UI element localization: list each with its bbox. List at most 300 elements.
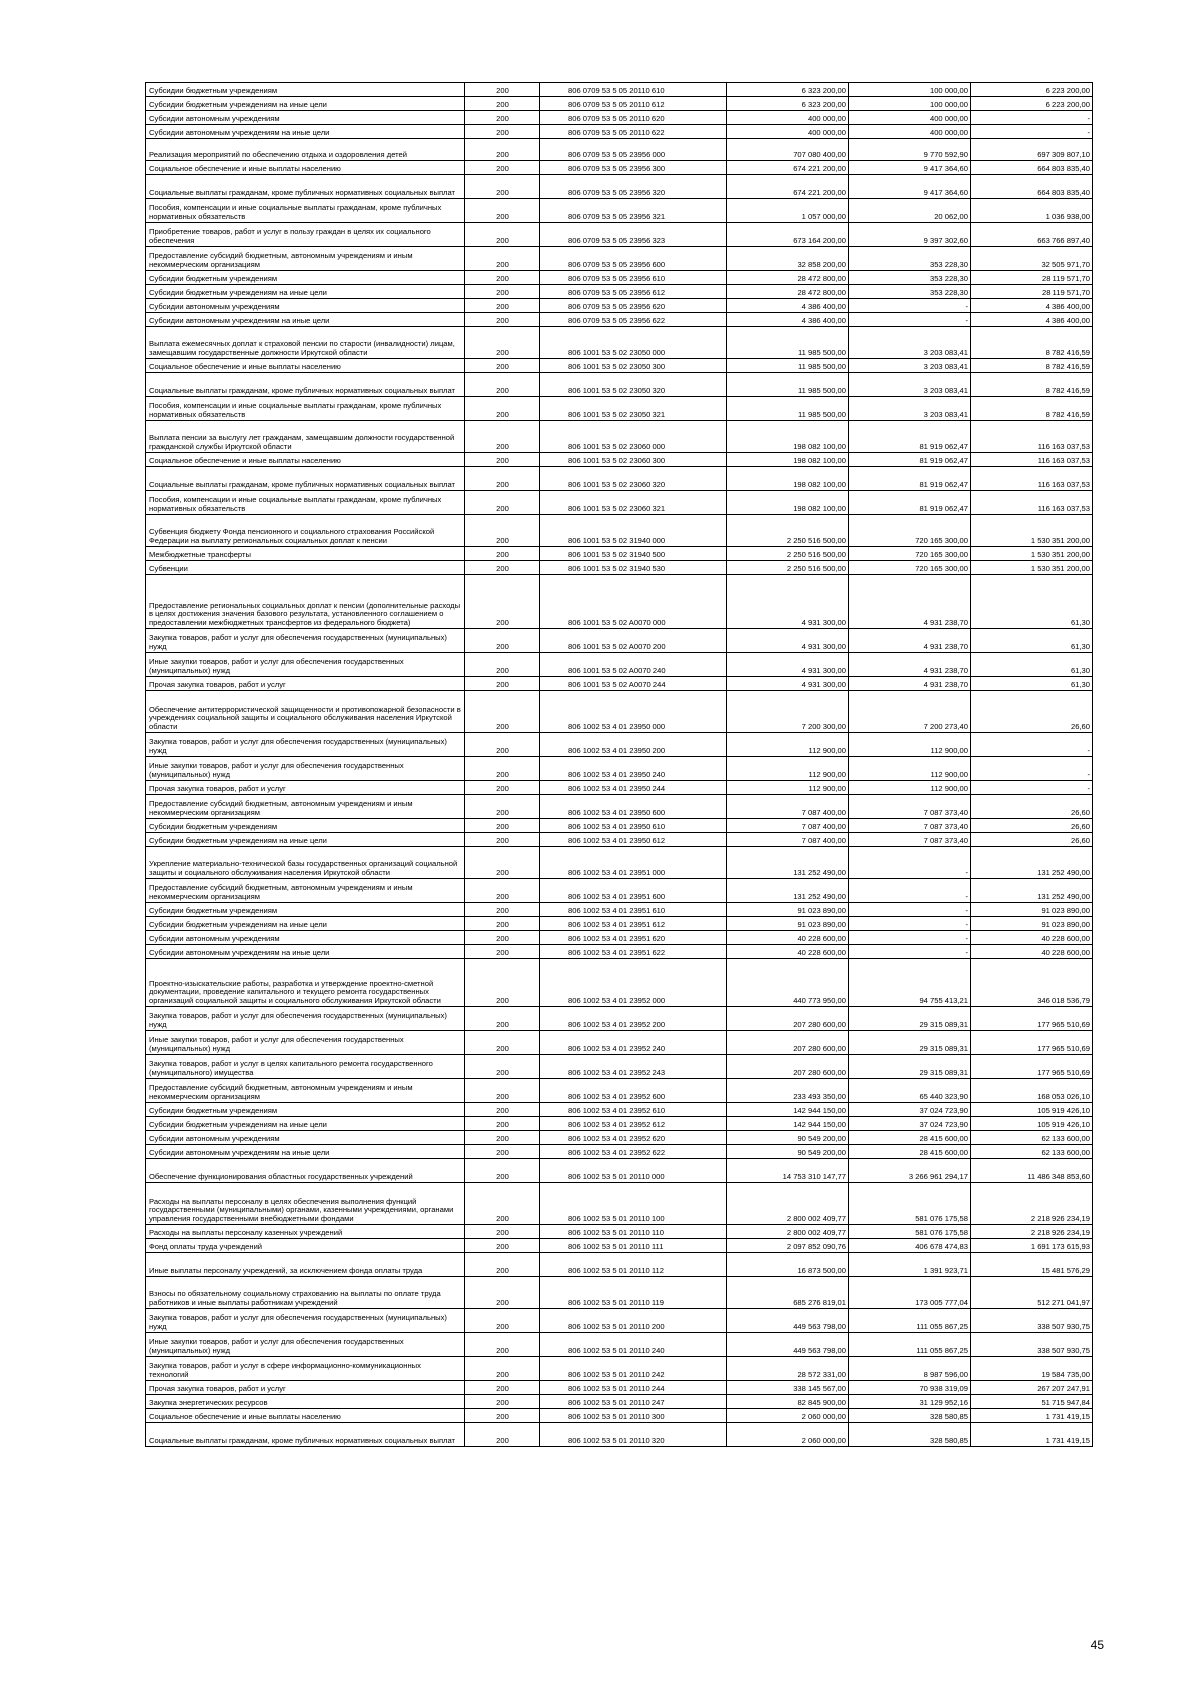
approved-amount-cell: 198 082 100,00 (727, 421, 849, 453)
expense-name-cell: Социальные выплаты гражданам, кроме публичных нормативных социальных выплат (146, 1423, 465, 1447)
budget-classification-code-cell: 806 1002 53 4 01 23952 200 (540, 1007, 727, 1031)
unexecuted-amount-cell: 4 386 400,00 (971, 299, 1093, 313)
expense-name-cell: Укрепление материально-технической базы государственных организаций социальной защиты и социального обслуживания населения Иркутской области (146, 847, 465, 879)
budget-classification-code-cell: 806 1001 53 5 02 23060 300 (540, 453, 727, 467)
approved-amount-cell: 14 753 310 147,77 (727, 1159, 849, 1183)
executed-amount-cell: 81 919 062,47 (849, 491, 971, 515)
unexecuted-amount-cell: 116 163 037,53 (971, 453, 1093, 467)
table-body (146, 83, 1093, 1447)
table-row (146, 1239, 1093, 1253)
approved-amount-cell: 90 549 200,00 (727, 1145, 849, 1159)
unexecuted-amount-cell: 28 119 571,70 (971, 271, 1093, 285)
executed-amount-cell: 28 415 600,00 (849, 1131, 971, 1145)
expense-name-cell: Субсидии бюджетным учреждениям (146, 83, 465, 97)
budget-classification-code-cell: 806 1002 53 4 01 23952 600 (540, 1079, 727, 1103)
line-code-cell: 200 (465, 397, 540, 421)
expense-name-cell: Выплата пенсии за выслугу лет гражданам, замещавшим должности государственной гражданской службы Иркутской области (146, 421, 465, 453)
executed-amount-cell: 81 919 062,47 (849, 453, 971, 467)
line-code-cell: 200 (465, 917, 540, 931)
approved-amount-cell: 440 773 950,00 (727, 959, 849, 1007)
expense-name-cell: Предоставление субсидий бюджетным, автономным учреждениям и иным некоммерческим организациям (146, 795, 465, 819)
expense-name-cell: Иные закупки товаров, работ и услуг для обеспечения государственных (муниципальных) нужд (146, 1031, 465, 1055)
table-row (146, 547, 1093, 561)
expense-name-cell: Расходы на выплаты персоналу в целях обеспечения выполнения функций государственными (муниципальными) органами, казенными учреждениями, органами управления государственными внебюджетными фондами (146, 1183, 465, 1225)
line-code-cell: 200 (465, 757, 540, 781)
line-code-cell: 200 (465, 781, 540, 795)
expense-name-cell: Субсидии автономным учреждениям (146, 111, 465, 125)
executed-amount-cell: - (849, 917, 971, 931)
budget-classification-code-cell: 806 0709 53 5 05 20110 610 (540, 83, 727, 97)
expense-name-cell: Субсидии автономным учреждениям на иные цели (146, 945, 465, 959)
approved-amount-cell: 2 250 516 500,00 (727, 547, 849, 561)
executed-amount-cell: 37 024 723,90 (849, 1117, 971, 1131)
budget-classification-code-cell: 806 1001 53 5 02 A0070 244 (540, 677, 727, 691)
budget-classification-code-cell: 806 1002 53 4 01 23952 000 (540, 959, 727, 1007)
budget-classification-code-cell: 806 1002 53 4 01 23950 612 (540, 833, 727, 847)
budget-classification-code-cell: 806 1002 53 4 01 23952 243 (540, 1055, 727, 1079)
approved-amount-cell: 207 280 600,00 (727, 1007, 849, 1031)
unexecuted-amount-cell: 131 252 490,00 (971, 847, 1093, 879)
budget-classification-code-cell: 806 1002 53 4 01 23950 600 (540, 795, 727, 819)
line-code-cell: 200 (465, 1183, 540, 1225)
approved-amount-cell: 4 931 300,00 (727, 653, 849, 677)
expense-name-cell: Социальное обеспечение и иные выплаты населению (146, 359, 465, 373)
line-code-cell: 200 (465, 83, 540, 97)
unexecuted-amount-cell: 105 919 426,10 (971, 1117, 1093, 1131)
approved-amount-cell: 32 858 200,00 (727, 247, 849, 271)
budget-classification-code-cell: 806 1001 53 5 02 23060 321 (540, 491, 727, 515)
executed-amount-cell: - (849, 945, 971, 959)
expense-name-cell: Субвенции (146, 561, 465, 575)
approved-amount-cell: 707 080 400,00 (727, 139, 849, 161)
table-row (146, 1031, 1093, 1055)
budget-classification-code-cell: 806 1002 53 4 01 23950 244 (540, 781, 727, 795)
expense-name-cell: Субсидии бюджетным учреждениям (146, 271, 465, 285)
executed-amount-cell: 112 900,00 (849, 757, 971, 781)
budget-classification-code-cell: 806 1001 53 5 02 31940 500 (540, 547, 727, 561)
expense-name-cell: Закупка товаров, работ и услуг для обеспечения государственных (муниципальных) нужд (146, 1007, 465, 1031)
budget-classification-code-cell: 806 0709 53 5 05 23956 323 (540, 223, 727, 247)
line-code-cell: 200 (465, 327, 540, 359)
approved-amount-cell: 28 472 800,00 (727, 285, 849, 299)
table-row (146, 1055, 1093, 1079)
budget-classification-code-cell: 806 0709 53 5 05 23956 321 (540, 199, 727, 223)
approved-amount-cell: 400 000,00 (727, 111, 849, 125)
expense-name-cell: Предоставление субсидий бюджетным, автономным учреждениям и иным некоммерческим организациям (146, 879, 465, 903)
unexecuted-amount-cell: 91 023 890,00 (971, 903, 1093, 917)
approved-amount-cell: 4 931 300,00 (727, 677, 849, 691)
line-code-cell: 200 (465, 795, 540, 819)
budget-classification-code-cell: 806 1001 53 5 02 A0070 200 (540, 629, 727, 653)
expense-name-cell: Иные закупки товаров, работ и услуг для обеспечения государственных (муниципальных) нужд (146, 653, 465, 677)
unexecuted-amount-cell: 1 530 351 200,00 (971, 561, 1093, 575)
budget-classification-code-cell: 806 1001 53 5 02 23060 000 (540, 421, 727, 453)
table-row (146, 1131, 1093, 1145)
approved-amount-cell: 198 082 100,00 (727, 467, 849, 491)
budget-classification-code-cell: 806 1002 53 5 01 20110 320 (540, 1423, 727, 1447)
unexecuted-amount-cell: 32 505 971,70 (971, 247, 1093, 271)
budget-classification-code-cell: 806 1001 53 5 02 A0070 240 (540, 653, 727, 677)
executed-amount-cell: - (849, 299, 971, 313)
table-row (146, 223, 1093, 247)
expense-name-cell: Выплата ежемесячных доплат к страховой пенсии по старости (инвалидности) лицам, замещавшим государственные должности Иркутской области (146, 327, 465, 359)
approved-amount-cell: 112 900,00 (727, 733, 849, 757)
line-code-cell: 200 (465, 833, 540, 847)
table-row (146, 629, 1093, 653)
executed-amount-cell: 65 440 323,90 (849, 1079, 971, 1103)
expense-name-cell: Субсидии автономным учреждениям на иные цели (146, 125, 465, 139)
approved-amount-cell: 685 276 819,01 (727, 1277, 849, 1309)
budget-classification-code-cell: 806 1002 53 4 01 23950 200 (540, 733, 727, 757)
expense-name-cell: Закупка товаров, работ и услуг для обеспечения государственных (муниципальных) нужд (146, 629, 465, 653)
unexecuted-amount-cell: 116 163 037,53 (971, 467, 1093, 491)
unexecuted-amount-cell: 168 053 026,10 (971, 1079, 1093, 1103)
table-row (146, 373, 1093, 397)
approved-amount-cell: 7 087 400,00 (727, 795, 849, 819)
table-row (146, 945, 1093, 959)
expense-name-cell: Прочая закупка товаров, работ и услуг (146, 1381, 465, 1395)
approved-amount-cell: 2 060 000,00 (727, 1423, 849, 1447)
expense-name-cell: Субсидии автономным учреждениям на иные цели (146, 1145, 465, 1159)
executed-amount-cell: 4 931 238,70 (849, 575, 971, 629)
budget-classification-code-cell: 806 1002 53 4 01 23950 610 (540, 819, 727, 833)
unexecuted-amount-cell: 131 252 490,00 (971, 879, 1093, 903)
expense-name-cell: Субсидии бюджетным учреждениям на иные цели (146, 917, 465, 931)
unexecuted-amount-cell: 346 018 536,79 (971, 959, 1093, 1007)
expense-name-cell: Фонд оплаты труда учреждений (146, 1239, 465, 1253)
table-row (146, 959, 1093, 1007)
unexecuted-amount-cell: 1 036 938,00 (971, 199, 1093, 223)
table-row (146, 653, 1093, 677)
line-code-cell: 200 (465, 575, 540, 629)
unexecuted-amount-cell: 8 782 416,59 (971, 327, 1093, 359)
budget-classification-code-cell: 806 1002 53 4 01 23951 610 (540, 903, 727, 917)
budget-classification-code-cell: 806 1002 53 4 01 23952 622 (540, 1145, 727, 1159)
unexecuted-amount-cell: 105 919 426,10 (971, 1103, 1093, 1117)
expense-name-cell: Социальное обеспечение и иные выплаты населению (146, 1409, 465, 1423)
line-code-cell: 200 (465, 945, 540, 959)
budget-classification-code-cell: 806 1001 53 5 02 31940 530 (540, 561, 727, 575)
executed-amount-cell: 7 087 373,40 (849, 795, 971, 819)
expense-name-cell: Пособия, компенсации и иные социальные выплаты гражданам, кроме публичных нормативных обязательств (146, 199, 465, 223)
executed-amount-cell: 3 203 083,41 (849, 359, 971, 373)
executed-amount-cell: 328 580,85 (849, 1409, 971, 1423)
unexecuted-amount-cell: 8 782 416,59 (971, 397, 1093, 421)
approved-amount-cell: 673 164 200,00 (727, 223, 849, 247)
executed-amount-cell: 400 000,00 (849, 111, 971, 125)
executed-amount-cell: 112 900,00 (849, 733, 971, 757)
expense-name-cell: Предоставление субсидий бюджетным, автономным учреждениям и иным некоммерческим организациям (146, 247, 465, 271)
expense-name-cell: Социальные выплаты гражданам, кроме публичных нормативных социальных выплат (146, 175, 465, 199)
line-code-cell: 200 (465, 1031, 540, 1055)
executed-amount-cell: 111 055 867,25 (849, 1309, 971, 1333)
executed-amount-cell: 29 315 089,31 (849, 1055, 971, 1079)
line-code-cell: 200 (465, 959, 540, 1007)
budget-classification-code-cell: 806 1002 53 4 01 23952 612 (540, 1117, 727, 1131)
line-code-cell: 200 (465, 1159, 540, 1183)
unexecuted-amount-cell: - (971, 757, 1093, 781)
executed-amount-cell: 81 919 062,47 (849, 467, 971, 491)
line-code-cell: 200 (465, 691, 540, 733)
line-code-cell: 200 (465, 547, 540, 561)
executed-amount-cell: 353 228,30 (849, 285, 971, 299)
executed-amount-cell: 29 315 089,31 (849, 1007, 971, 1031)
table-row (146, 359, 1093, 373)
table-row (146, 199, 1093, 223)
table-row (146, 327, 1093, 359)
approved-amount-cell: 90 549 200,00 (727, 1131, 849, 1145)
approved-amount-cell: 338 145 567,00 (727, 1381, 849, 1395)
line-code-cell: 200 (465, 1423, 540, 1447)
approved-amount-cell: 11 985 500,00 (727, 397, 849, 421)
table-row (146, 819, 1093, 833)
budget-classification-code-cell: 806 1002 53 4 01 23951 622 (540, 945, 727, 959)
budget-classification-code-cell: 806 1002 53 4 01 23951 000 (540, 847, 727, 879)
budget-classification-code-cell: 806 1002 53 5 01 20110 119 (540, 1277, 727, 1309)
executed-amount-cell: 1 391 923,71 (849, 1253, 971, 1277)
executed-amount-cell: 4 931 238,70 (849, 653, 971, 677)
table-row (146, 175, 1093, 199)
expense-name-cell: Пособия, компенсации и иные социальные выплаты гражданам, кроме публичных нормативных обязательств (146, 397, 465, 421)
expense-name-cell: Пособия, компенсации и иные социальные выплаты гражданам, кроме публичных нормативных обязательств (146, 491, 465, 515)
table-row (146, 1103, 1093, 1117)
table-row (146, 733, 1093, 757)
approved-amount-cell: 16 873 500,00 (727, 1253, 849, 1277)
table-row (146, 1183, 1093, 1225)
executed-amount-cell: 4 931 238,70 (849, 677, 971, 691)
budget-classification-code-cell: 806 1002 53 5 01 20110 000 (540, 1159, 727, 1183)
expense-name-cell: Предоставление субсидий бюджетным, автономным учреждениям и иным некоммерческим организациям (146, 1079, 465, 1103)
budget-classification-code-cell: 806 0709 53 5 05 23956 600 (540, 247, 727, 271)
unexecuted-amount-cell: 1 691 173 615,93 (971, 1239, 1093, 1253)
budget-classification-code-cell: 806 1002 53 5 01 20110 200 (540, 1309, 727, 1333)
budget-classification-code-cell: 806 1002 53 5 01 20110 100 (540, 1183, 727, 1225)
executed-amount-cell: 3 203 083,41 (849, 327, 971, 359)
unexecuted-amount-cell: 177 965 510,69 (971, 1055, 1093, 1079)
table-row (146, 161, 1093, 175)
expense-name-cell: Прочая закупка товаров, работ и услуг (146, 677, 465, 691)
table-row (146, 1117, 1093, 1131)
executed-amount-cell: 3 203 083,41 (849, 397, 971, 421)
executed-amount-cell: 7 087 373,40 (849, 819, 971, 833)
budget-classification-code-cell: 806 0709 53 5 05 23956 000 (540, 139, 727, 161)
budget-classification-code-cell: 806 1002 53 4 01 23950 000 (540, 691, 727, 733)
table-row (146, 97, 1093, 111)
budget-classification-code-cell: 806 1001 53 5 02 23050 000 (540, 327, 727, 359)
unexecuted-amount-cell: 51 715 947,84 (971, 1395, 1093, 1409)
approved-amount-cell: 91 023 890,00 (727, 903, 849, 917)
approved-amount-cell: 11 985 500,00 (727, 373, 849, 397)
line-code-cell: 200 (465, 139, 540, 161)
unexecuted-amount-cell: - (971, 781, 1093, 795)
unexecuted-amount-cell: 697 309 807,10 (971, 139, 1093, 161)
executed-amount-cell: 720 165 300,00 (849, 561, 971, 575)
table-row (146, 1333, 1093, 1357)
unexecuted-amount-cell: 116 163 037,53 (971, 421, 1093, 453)
unexecuted-amount-cell: 267 207 247,91 (971, 1381, 1093, 1395)
expense-name-cell: Взносы по обязательному социальному страхованию на выплаты по оплате труда работников и иные выплаты работникам учреждений (146, 1277, 465, 1309)
executed-amount-cell: 20 062,00 (849, 199, 971, 223)
approved-amount-cell: 40 228 600,00 (727, 931, 849, 945)
budget-classification-code-cell: 806 0709 53 5 05 23956 320 (540, 175, 727, 199)
expense-name-cell: Субсидии бюджетным учреждениям на иные цели (146, 97, 465, 111)
table-row (146, 1277, 1093, 1309)
budget-classification-code-cell: 806 1002 53 4 01 23952 240 (540, 1031, 727, 1055)
unexecuted-amount-cell: 177 965 510,69 (971, 1031, 1093, 1055)
line-code-cell: 200 (465, 161, 540, 175)
expense-name-cell: Социальные выплаты гражданам, кроме публичных нормативных социальных выплат (146, 373, 465, 397)
table-row (146, 83, 1093, 97)
line-code-cell: 200 (465, 1253, 540, 1277)
table-row (146, 125, 1093, 139)
budget-classification-code-cell: 806 1001 53 5 02 23060 320 (540, 467, 727, 491)
table-row (146, 561, 1093, 575)
approved-amount-cell: 207 280 600,00 (727, 1031, 849, 1055)
line-code-cell: 200 (465, 629, 540, 653)
executed-amount-cell: 3 266 961 294,17 (849, 1159, 971, 1183)
executed-amount-cell: 9 417 364,60 (849, 161, 971, 175)
table-row (146, 515, 1093, 547)
unexecuted-amount-cell: 61,30 (971, 653, 1093, 677)
approved-amount-cell: 11 985 500,00 (727, 359, 849, 373)
unexecuted-amount-cell: 61,30 (971, 575, 1093, 629)
budget-classification-code-cell: 806 1001 53 5 02 23050 321 (540, 397, 727, 421)
approved-amount-cell: 28 472 800,00 (727, 271, 849, 285)
unexecuted-amount-cell: 1 530 351 200,00 (971, 547, 1093, 561)
approved-amount-cell: 91 023 890,00 (727, 917, 849, 931)
unexecuted-amount-cell: - (971, 125, 1093, 139)
approved-amount-cell: 2 097 852 090,76 (727, 1239, 849, 1253)
executed-amount-cell: - (849, 903, 971, 917)
expense-name-cell: Субсидии бюджетным учреждениям (146, 1103, 465, 1117)
budget-classification-code-cell: 806 1001 53 5 02 31940 000 (540, 515, 727, 547)
executed-amount-cell: 94 755 413,21 (849, 959, 971, 1007)
budget-classification-code-cell: 806 1002 53 5 01 20110 244 (540, 1381, 727, 1395)
table-row (146, 1007, 1093, 1031)
table-row (146, 1357, 1093, 1381)
expense-name-cell: Реализация мероприятий по обеспечению отдыха и оздоровления детей (146, 139, 465, 161)
approved-amount-cell: 198 082 100,00 (727, 491, 849, 515)
unexecuted-amount-cell: 1 530 351 200,00 (971, 515, 1093, 547)
budget-classification-code-cell: 806 1001 53 5 02 23050 300 (540, 359, 727, 373)
executed-amount-cell: 7 200 273,40 (849, 691, 971, 733)
expense-name-cell: Субсидии бюджетным учреждениям (146, 819, 465, 833)
line-code-cell: 200 (465, 903, 540, 917)
executed-amount-cell: 31 129 952,16 (849, 1395, 971, 1409)
table-row (146, 299, 1093, 313)
executed-amount-cell: 112 900,00 (849, 781, 971, 795)
table-row (146, 781, 1093, 795)
line-code-cell: 200 (465, 453, 540, 467)
executed-amount-cell: 28 415 600,00 (849, 1145, 971, 1159)
line-code-cell: 200 (465, 175, 540, 199)
expense-name-cell: Межбюджетные трансферты (146, 547, 465, 561)
line-code-cell: 200 (465, 467, 540, 491)
expense-name-cell: Иные закупки товаров, работ и услуг для обеспечения государственных (муниципальных) нужд (146, 1333, 465, 1357)
table-row (146, 111, 1093, 125)
approved-amount-cell: 4 931 300,00 (727, 629, 849, 653)
line-code-cell: 200 (465, 313, 540, 327)
approved-amount-cell: 4 386 400,00 (727, 299, 849, 313)
line-code-cell: 200 (465, 1055, 540, 1079)
line-code-cell: 200 (465, 1117, 540, 1131)
table-row (146, 247, 1093, 271)
unexecuted-amount-cell: 2 218 926 234,19 (971, 1225, 1093, 1239)
unexecuted-amount-cell: 177 965 510,69 (971, 1007, 1093, 1031)
approved-amount-cell: 674 221 200,00 (727, 161, 849, 175)
executed-amount-cell: 328 580,85 (849, 1423, 971, 1447)
budget-classification-code-cell: 806 1002 53 5 01 20110 300 (540, 1409, 727, 1423)
table-row (146, 903, 1093, 917)
line-code-cell: 200 (465, 879, 540, 903)
executed-amount-cell: 406 678 474,83 (849, 1239, 971, 1253)
budget-classification-code-cell: 806 1001 53 5 02 A0070 000 (540, 575, 727, 629)
unexecuted-amount-cell: 8 782 416,59 (971, 359, 1093, 373)
line-code-cell: 200 (465, 931, 540, 945)
unexecuted-amount-cell: 338 507 930,75 (971, 1309, 1093, 1333)
budget-classification-code-cell: 806 1002 53 4 01 23951 612 (540, 917, 727, 931)
approved-amount-cell: 28 572 331,00 (727, 1357, 849, 1381)
line-code-cell: 200 (465, 847, 540, 879)
approved-amount-cell: 2 800 002 409,77 (727, 1225, 849, 1239)
line-code-cell: 200 (465, 515, 540, 547)
table-row (146, 879, 1093, 903)
table-row (146, 421, 1093, 453)
approved-amount-cell: 131 252 490,00 (727, 879, 849, 903)
expense-name-cell: Иные закупки товаров, работ и услуг для обеспечения государственных (муниципальных) нужд (146, 757, 465, 781)
approved-amount-cell: 400 000,00 (727, 125, 849, 139)
unexecuted-amount-cell: 663 766 897,40 (971, 223, 1093, 247)
unexecuted-amount-cell: 512 271 041,97 (971, 1277, 1093, 1309)
expense-name-cell: Субвенция бюджету Фонда пенсионного и социального страхования Российской Федерации на выплату региональных социальных доплат к пенсии (146, 515, 465, 547)
executed-amount-cell: - (849, 931, 971, 945)
table-row (146, 285, 1093, 299)
budget-classification-code-cell: 806 0709 53 5 05 23956 300 (540, 161, 727, 175)
approved-amount-cell: 2 250 516 500,00 (727, 561, 849, 575)
line-code-cell: 200 (465, 111, 540, 125)
approved-amount-cell: 449 563 798,00 (727, 1309, 849, 1333)
approved-amount-cell: 142 944 150,00 (727, 1103, 849, 1117)
approved-amount-cell: 233 493 350,00 (727, 1079, 849, 1103)
budget-classification-code-cell: 806 1002 53 4 01 23952 620 (540, 1131, 727, 1145)
executed-amount-cell: - (849, 879, 971, 903)
approved-amount-cell: 82 845 900,00 (727, 1395, 849, 1409)
budget-classification-code-cell: 806 0709 53 5 05 23956 620 (540, 299, 727, 313)
approved-amount-cell: 11 985 500,00 (727, 327, 849, 359)
budget-classification-code-cell: 806 0709 53 5 05 23956 622 (540, 313, 727, 327)
table-row (146, 931, 1093, 945)
approved-amount-cell: 2 060 000,00 (727, 1409, 849, 1423)
table-row (146, 833, 1093, 847)
budget-classification-code-cell: 806 0709 53 5 05 20110 620 (540, 111, 727, 125)
line-code-cell: 200 (465, 125, 540, 139)
expense-name-cell: Иные выплаты персоналу учреждений, за исключением фонда оплаты труда (146, 1253, 465, 1277)
expense-name-cell: Закупка товаров, работ и услуг в сфере информационно-коммуникационных технологий (146, 1357, 465, 1381)
executed-amount-cell: 720 165 300,00 (849, 515, 971, 547)
table-row (146, 1395, 1093, 1409)
unexecuted-amount-cell: 61,30 (971, 629, 1093, 653)
table-row (146, 691, 1093, 733)
table-row (146, 491, 1093, 515)
budget-classification-code-cell: 806 1002 53 5 01 20110 110 (540, 1225, 727, 1239)
line-code-cell: 200 (465, 199, 540, 223)
expense-name-cell: Субсидии бюджетным учреждениям на иные цели (146, 833, 465, 847)
unexecuted-amount-cell: 664 803 835,40 (971, 175, 1093, 199)
approved-amount-cell: 449 563 798,00 (727, 1333, 849, 1357)
line-code-cell: 200 (465, 247, 540, 271)
line-code-cell: 200 (465, 561, 540, 575)
executed-amount-cell: 111 055 867,25 (849, 1333, 971, 1357)
